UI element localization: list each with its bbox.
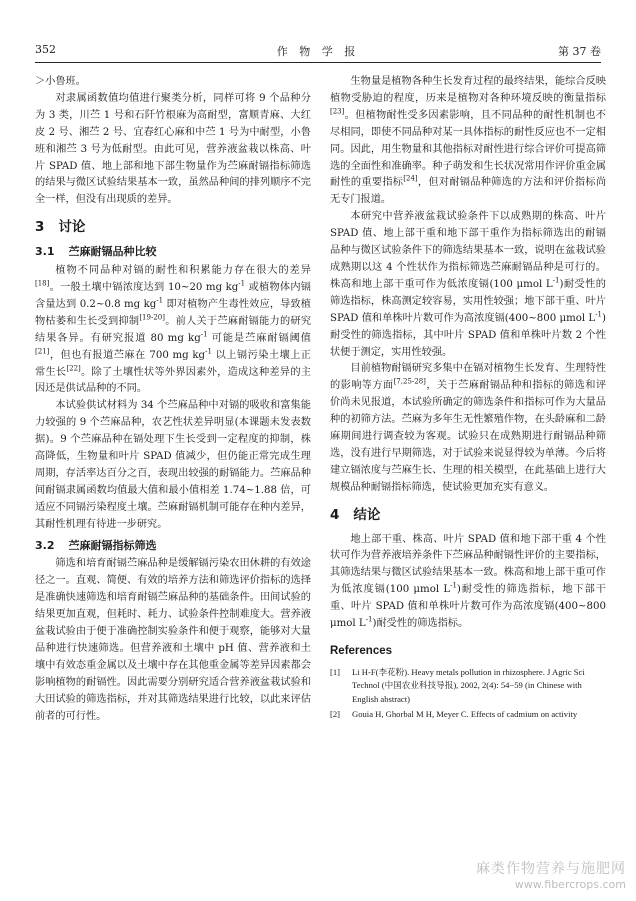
paragraph-continued: ＞小鲁班。 xyxy=(35,76,86,87)
paragraph-materials: 本试验供试材料为 34 个苎麻品种中对镉的吸收和富集能力较强的 9 个苎麻品种，农艺性状差异明显(本课题未发表数据)。9 个苎麻品种在镉处理下生长受到一定程度的抑制，株高降低，生物量和叶片 SPAD 值减少，但仍能正常完成生理周期，存活率达百分之百，表现出较强的耐镉能力。苎麻品种间耐镉隶属函数均值最大值和最小值相差 1.74~1.88 倍，可适应不同镉污染程度土壤。苎麻耐镉机制可能存在种内差异，其耐性机理有待进一步研究。 xyxy=(35,400,311,530)
section-heading-discussion: 3 讨论 xyxy=(35,219,86,236)
section-heading-conclusion: 4 结论 xyxy=(330,506,381,523)
reference-item: [1] Li H-F(李花粉). Heavy metals pollution in rhizosphere. J Agric Sci Technol (中国农业科技导报), 2002, 2(4): 54−59 (in Chinese with English abstract) xyxy=(330,666,585,704)
paragraph-this-study: 本研究中营养液盆栽试验条件下以成熟期的株高、叶片 SPAD 值、地上部干重和地下部干重作为指标筛选出的耐镉品种与微区试验条件下的筛选结果基本一致，说明在盆栽试验成熟期以这 4 个性状作为指标筛选苎麻耐镉品种是可行的。株高和地上部干重可作为低浓度镉(100 μmol $L^{-1}$)耐受性的筛选指标，株高测定较容易，实用性较强；地下部干重、叶片 SPAD 值和单株叶片数可作为高浓度镉(400~800 μmol $L^{-1}$)耐受性的筛选指标，其中叶片 SPAD 值和单株叶片数 2 个性状便于测定，实用性较强。 xyxy=(330,211,606,358)
page-number: 352 xyxy=(35,43,56,56)
subsection-heading-3-1: 3.1 苎麻耐镉品种比较 xyxy=(35,245,157,259)
running-header xyxy=(35,40,601,63)
paragraph-biomass: 生物量是植物各种生长发育过程的最终结果，能综合反映植物受胁迫的程度，历来是植物对各种环境反映的衡量指标[23]。但植物耐性受多因素影响，且不同品种的耐性机制也不尽相同，即使不同品种对某一具体指标的耐性反应也不一定相同。因此，用生物量和其他指标对耐性进行综合评价可提高筛选的全面性和准确率。种子萌发和生长状况常用作评价重金属耐性的重要指标[24]，但对耐镉品种筛选的方法和评价指标尚无专门报道。 xyxy=(330,76,607,206)
right-column xyxy=(330,74,606,724)
paragraph-index-screening: 筛选和培育耐镉苎麻品种是缓解镉污染农田休耕的有效途径之一。直观、简便、有效的培养方法和筛选评价指标的选择是准确快速筛选和培育耐镉苎麻品种的基础条件。田间试验的结果更加直观，但耗时、耗力、试验条件控制难度大。营养液盆栽试验由于便于准确控制实验条件和便于观察，能够对大量品种进行快速筛选。但营养液和土壤中 pH 值、营养液和土壤中有效态重金属以及土壤中存在其他重金属等差异因素都会影响植物的耐镉性。因此需要分别研究适合营养液盆栽试验和大田试验的筛选指标，并对其筛选结果进行比较，以此来评估前者的可行性。 xyxy=(35,558,311,722)
paragraph-variety-tolerance: 植物不同品种对镉的耐性和积累能力存在很大的差异[18]。一般土壤中镉浓度达到 10~20 mg $kg^{-1}$ 或植物体内镉含量达到 0.2~0.8 mg $kg^{-1}$ 即对植物产生毒性效应，导致植物枯萎和生长受到抑制[19-20]。前人关于苎麻耐镉能力的研究结果各异。有研究报道 80 mg $kg^{-1}$ 可能是苎麻耐镉阈值[21]，但也有报道苎麻在 700 mg $kg^{-1}$ 以上镉污染土壤上正常生长[22]。除了土壤性状等外界因素外，造成这种差异的主因还是供试品种的不同。 xyxy=(35,265,312,395)
journal-title: 作 物 学 报 xyxy=(276,45,360,58)
site-watermark: 麻类作物营养与施肥网 www.fibercrops.com xyxy=(476,861,626,891)
volume-number: 第 37 卷 xyxy=(558,45,601,58)
left-column xyxy=(35,74,311,726)
reference-item: [2] Gouia H, Ghorbal M H, Meyer C. Effects of cadmium on activity xyxy=(330,709,578,720)
paragraph-cluster-analysis: 对隶属函数值均值进行聚类分析，同样可将 9 个品种分为 3 类，川苎 1 号和石阡竹根麻为高耐型，富顺青麻、大红皮 2 号、湘苎 2 号、宜春红心麻和中苎 1 号为中耐型，小鲁班和湘苎 3 号为低耐型。由此可见，营养液盆栽以株高、叶片 SPAD 值、地上部和地下部生物量作为苎麻耐镉指标筛选的结果与微区试验结果基本一致，虽然品种间的排列顺序不完全一样，但没有出现质的差异。 xyxy=(35,92,311,206)
subsection-heading-3-2: 3.2 苎麻耐镉指标筛选 xyxy=(35,538,157,552)
references-heading: References xyxy=(330,645,393,657)
paragraph-conclusion: 地上部干重、株高、叶片 SPAD 值和地下部干重 4 个性状可作为营养液培养条件下苎麻品种耐镉性评价的主要指标，其筛选结果与微区试验结果基本一致。株高和地上部干重可作为低浓度镉(100 μmol $L^{-1}$)耐受性的筛选指标，地下部干重、叶片 SPAD 值和单株叶片数可作为高浓度镉(400~800 μmol $L^{-1}$)耐受性的筛选指标。 xyxy=(330,533,606,630)
paragraph-current-research: 目前植物耐镉研究多集中在镉对植物生长发育、生理特性的影响等方面[7,25-28]，关于苎麻耐镉品种和指标的筛选和评价尚未见报道，本试验所确定的筛选条件和指标可作为大量品种的初筛方法。苎麻为多年生无性繁殖作物，在头龄麻和二龄麻期间进行调查较为客观。试验只在成熟期进行耐镉品种筛选，没有进行早期筛选，对于试验来说显得较为单薄。今后将建立镉浓度与苎麻生长、生理的相关模型，在此基础上进行大规模品种耐镉指标筛选，使试验更加充实有意义。 xyxy=(330,363,607,493)
